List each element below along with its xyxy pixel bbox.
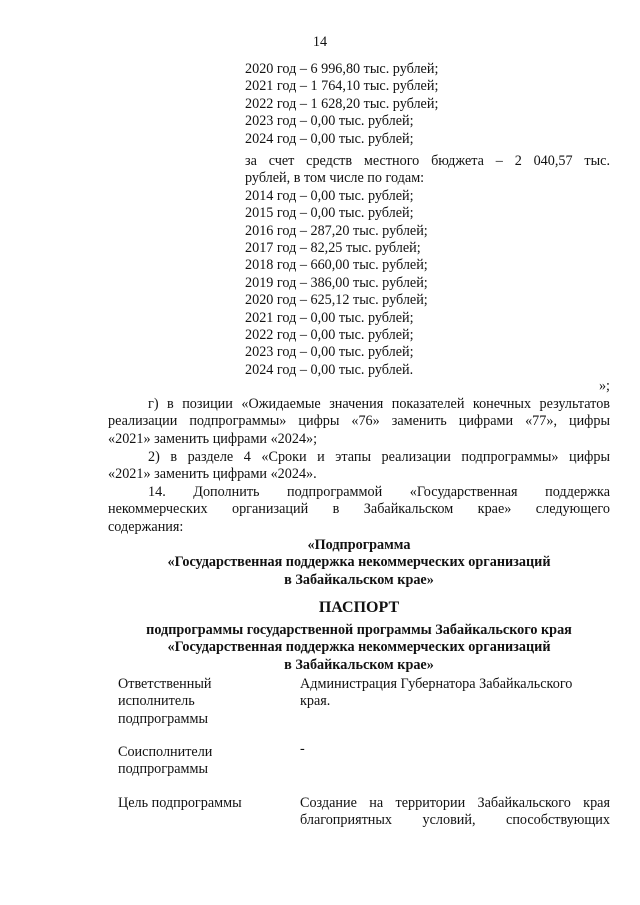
heading-line: в Забайкальском крае» [284, 571, 434, 588]
row-label-coexecutors [118, 744, 288, 779]
local-budget-block [245, 153, 610, 379]
funding-year-line: 2018 год – 660,00 тыс. рублей; [245, 257, 428, 274]
label-line: Ответственный [118, 676, 212, 692]
passport-subtitle [108, 622, 610, 674]
paragraph-line: г) в позиции «Ожидаемые значения показателей конечных результатов [148, 396, 610, 412]
heading-line: «Государственная поддержка некоммерческих организаций [167, 639, 551, 656]
label-line: подпрограммы [118, 761, 208, 778]
label-line: Соисполнители [118, 744, 213, 760]
funding-year-line: 2022 год – 1 628,20 тыс. рублей; [245, 95, 439, 112]
value-line: благоприятных условий, способствующих [300, 812, 610, 829]
value-line: края. [300, 693, 331, 710]
heading-line: в Забайкальском крае» [284, 656, 434, 673]
paragraph-line: «2021» заменить цифрами «2024». [108, 466, 317, 483]
paragraph-line: 2) в разделе 4 «Сроки и этапы реализации подпрограммы» цифры [148, 449, 610, 465]
funding-year-line: 2021 год – 1 764,10 тыс. рублей; [245, 78, 439, 95]
row-value-goal [300, 795, 610, 830]
funding-year-line: 2017 год – 82,25 тыс. рублей; [245, 240, 421, 257]
funding-year-line: 2020 год – 6 996,80 тыс. рублей; [245, 61, 439, 77]
passport-title: ПАСПОРТ [318, 599, 400, 616]
funding-year-line: 2015 год – 0,00 тыс. рублей; [245, 205, 414, 222]
funding-year-line: 2024 год – 0,00 тыс. рублей. [245, 361, 414, 378]
funding-year-line: 2024 год – 0,00 тыс. рублей; [245, 130, 414, 147]
row-label-goal: Цель подпрограммы [118, 795, 242, 811]
row-value-coexecutors: - [300, 741, 305, 757]
paragraph-14 [108, 484, 610, 536]
federal-funding-list [245, 61, 610, 148]
page-number: 14 [312, 34, 328, 50]
paragraph-2 [108, 449, 610, 484]
label-line: подпрограммы [118, 710, 208, 727]
value-line: Администрация Губернатора Забайкальского [300, 676, 573, 692]
heading-line: «Государственная поддержка некоммерческих организаций [167, 554, 551, 571]
local-budget-total-cont: рублей, в том числе по годам: [245, 170, 425, 187]
funding-year-line: 2014 год – 0,00 тыс. рублей; [245, 187, 414, 204]
value-line: Создание на территории Забайкальского края [300, 795, 610, 811]
label-line: исполнитель [118, 693, 195, 710]
paragraph-line: реализации подпрограммы» цифры «76» заменить цифрами «77», цифры [108, 413, 610, 430]
heading-line: подпрограммы государственной программы Забайкальского края [146, 622, 572, 638]
funding-year-line: 2020 год – 625,12 тыс. рублей; [245, 292, 428, 309]
funding-year-line: 2022 год – 0,00 тыс. рублей; [245, 327, 414, 344]
closing-quote: »; [598, 378, 610, 394]
paragraph-line: «2021» заменить цифрами «2024»; [108, 430, 318, 447]
funding-year-line: 2016 год – 287,20 тыс. рублей; [245, 222, 428, 239]
row-label-responsible [118, 676, 288, 728]
funding-year-line: 2023 год – 0,00 тыс. рублей; [245, 344, 414, 361]
local-budget-total: за счет средств местного бюджета – 2 040,57 тыс. [245, 153, 610, 169]
heading-line: «Подпрограмма [307, 537, 411, 553]
funding-year-line: 2019 год – 386,00 тыс. рублей; [245, 274, 428, 291]
subprogram-heading [108, 537, 610, 589]
row-value-responsible [300, 676, 610, 711]
funding-year-line: 2023 год – 0,00 тыс. рублей; [245, 113, 414, 130]
funding-year-line: 2021 год – 0,00 тыс. рублей; [245, 309, 414, 326]
paragraph-line: содержания: [108, 518, 184, 535]
paragraph-line: некоммерческих организаций в Забайкальском крае» следующего [108, 501, 610, 518]
paragraph-g [108, 396, 610, 448]
paragraph-line: 14. Дополнить подпрограммой «Государственная поддержка [148, 484, 610, 500]
